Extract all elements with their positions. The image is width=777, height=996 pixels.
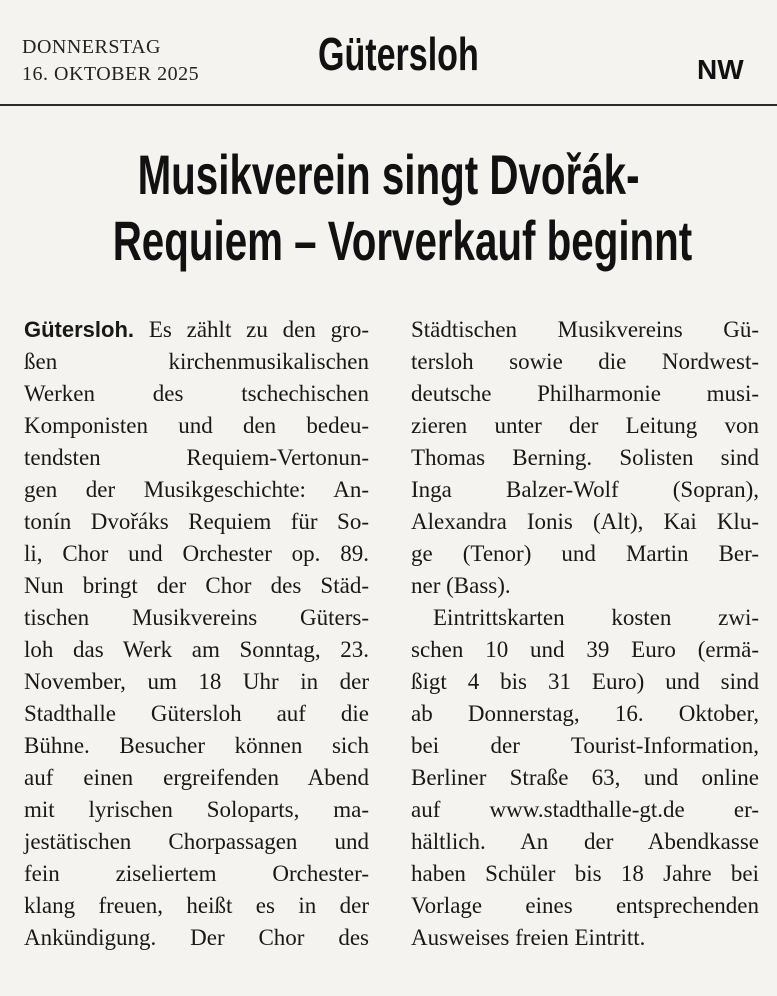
section-title: Gütersloh: [318, 28, 479, 80]
article-line: deutsche Philharmonie musi-: [411, 381, 759, 406]
article-line: Komponisten und den bedeu-: [24, 413, 369, 438]
masthead-divider: [0, 104, 777, 106]
article-line: loh das Werk am Sonntag, 23.: [24, 637, 369, 662]
article-line: Bühne. Besucher können sich: [24, 733, 369, 758]
article-line: auf einen ergreifenden Abend: [24, 765, 369, 790]
article-line: klang freuen, heißt es in der: [24, 893, 369, 918]
headline-line-1: Musikverein singt Dvořák-: [137, 143, 640, 206]
article-line: Werken des tschechischen: [24, 381, 369, 406]
article-line: tersloh sowie die Nordwest-: [411, 349, 759, 374]
article-line: bei der Tourist-Information,: [411, 733, 759, 758]
article-column-right: [411, 314, 759, 954]
article-line: Eintrittskarten kosten zwi-: [433, 605, 759, 630]
article-line: auf www.stadthalle-gt.de er-: [411, 797, 759, 822]
article-line: fein ziseliertem Orchester-: [24, 861, 369, 886]
article-line: November, um 18 Uhr in der: [24, 669, 369, 694]
article-line: ab Donnerstag, 16. Oktober,: [411, 701, 759, 726]
article-line: Ausweises freien Eintritt.: [411, 925, 646, 950]
article-line: tonín Dvořáks Requiem für So-: [24, 509, 369, 534]
article-headline: [0, 142, 777, 274]
article-line: ßen kirchenmusikalischen: [24, 349, 369, 374]
article-line: ßigt 4 bis 31 Euro) und sind: [411, 669, 759, 694]
weekday: DONNERSTAG: [22, 36, 161, 58]
article-line: hältlich. An der Abendkasse: [411, 829, 759, 854]
article-line-text: Es zählt zu den gro-: [148, 317, 369, 342]
article-line: zieren unter der Leitung von: [411, 413, 759, 438]
article-line: ner (Bass).: [411, 573, 511, 598]
article-column-left: [24, 314, 369, 954]
article-line: Stadthalle Gütersloh auf die: [24, 701, 369, 726]
article-line: li, Chor und Orchester op. 89.: [24, 541, 369, 566]
article-line: Alexandra Ionis (Alt), Kai Klu-: [411, 509, 759, 534]
issue-date: [22, 34, 199, 88]
article-line: jestätischen Chorpassagen und: [24, 829, 369, 854]
date-line: 16. OKTOBER 2025: [22, 63, 200, 85]
masthead: [0, 0, 777, 108]
article-line: Städtischen Musikvereins Gü-: [411, 317, 759, 342]
article-line: ge (Tenor) und Martin Ber-: [411, 541, 759, 566]
article-line: haben Schüler bis 18 Jahre bei: [411, 861, 759, 886]
article-line: Vorlage eines entsprechenden: [411, 893, 759, 918]
article-line: Inga Balzer-Wolf (Sopran),: [411, 477, 759, 502]
article-line: Berliner Straße 63, und online: [411, 765, 759, 790]
article-line: Thomas Berning. Solisten sind: [411, 445, 759, 470]
article-line: [24, 314, 369, 346]
headline-line-2: Requiem – Vorverkauf beginnt: [112, 209, 693, 272]
article-line: Nun bringt der Chor des Städ-: [24, 573, 369, 598]
article-line: tendsten Requiem-Vertonun-: [24, 445, 369, 470]
article-line: Ankündigung. Der Chor des: [24, 925, 369, 950]
dateline: Gütersloh.: [24, 317, 135, 342]
article-line: schen 10 und 39 Euro (ermä-: [411, 637, 759, 662]
article-line: mit lyrischen Soloparts, ma-: [24, 797, 369, 822]
newspaper-logo: NW: [697, 54, 744, 85]
article-line: gen der Musikgeschichte: An-: [24, 477, 369, 502]
article-line: tischen Musikvereins Güters-: [24, 605, 369, 630]
